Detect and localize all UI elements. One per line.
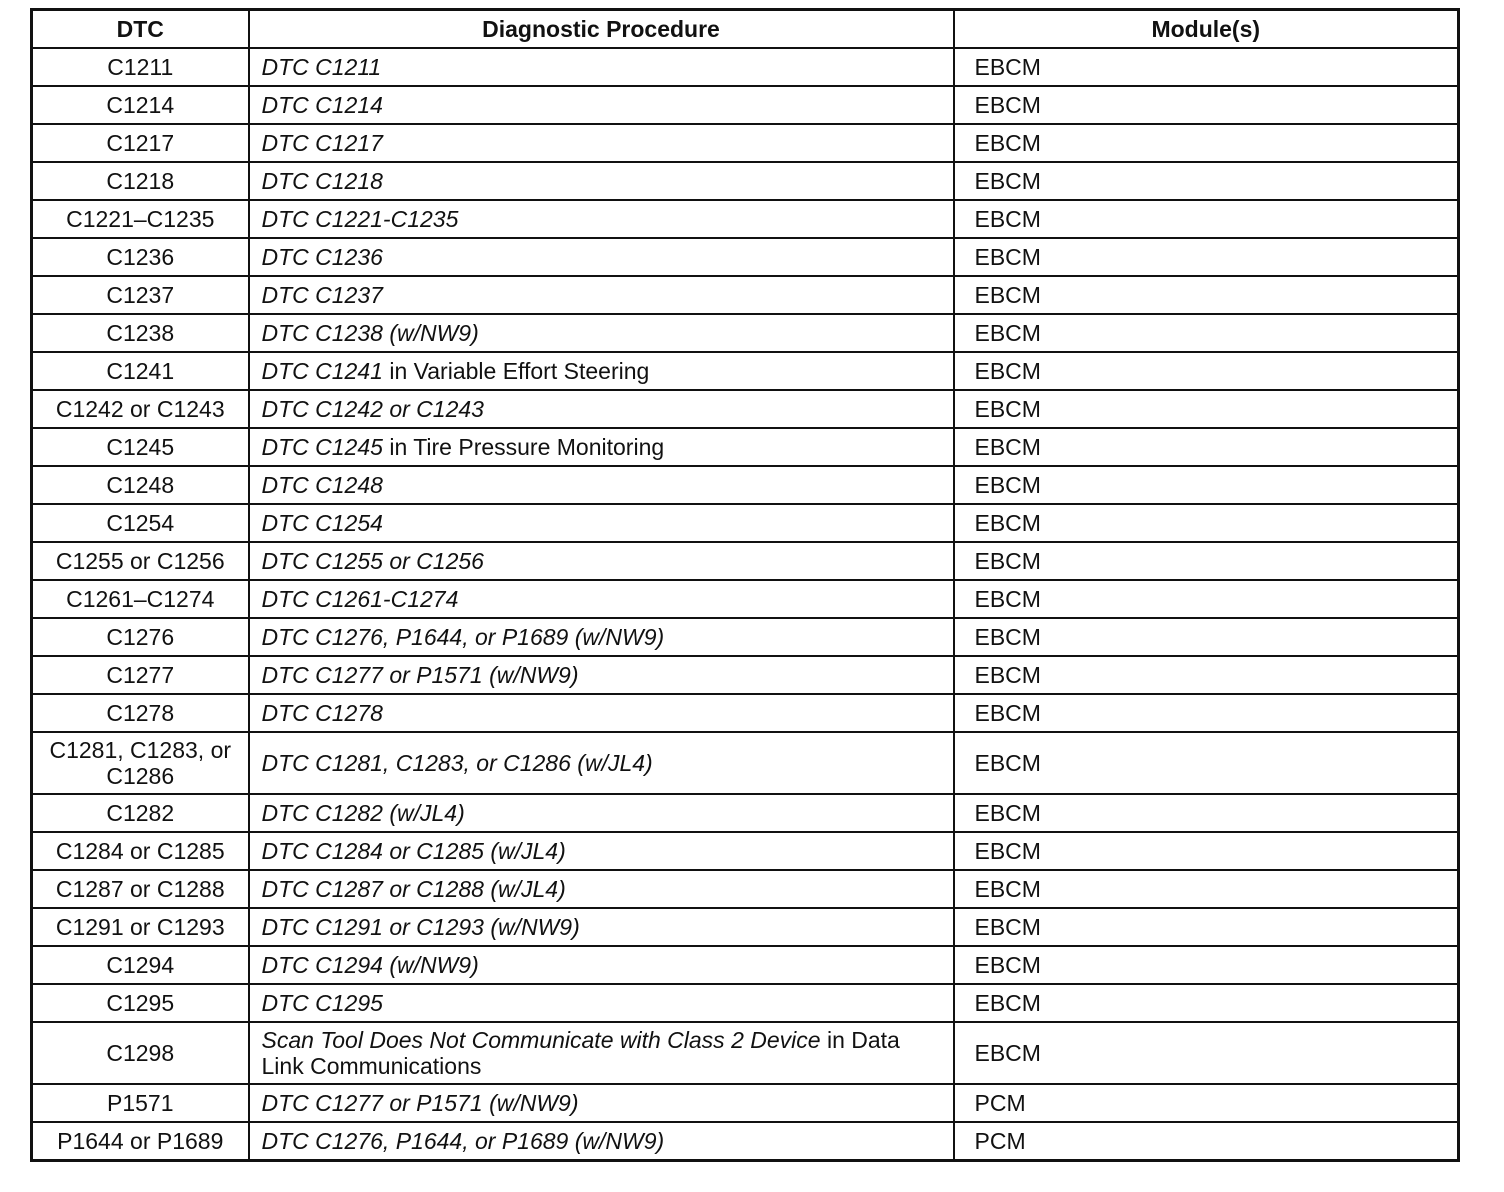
module-cell: EBCM [954,504,1459,542]
module-cell: PCM [954,1122,1459,1161]
dtc-code-cell: C1248 [32,466,249,504]
module-cell: EBCM [954,618,1459,656]
module-cell: EBCM [954,984,1459,1022]
module-cell: EBCM [954,870,1459,908]
diagnostic-procedure-cell [249,162,954,200]
procedure-reference: DTC C1221-C1235 [261,206,459,232]
dtc-code-cell: C1211 [32,48,249,86]
module-cell: EBCM [954,48,1459,86]
diagnostic-procedure-cell [249,504,954,542]
dtc-code-cell: C1221–C1235 [32,200,249,238]
table-row [32,542,1459,580]
procedure-location: in Tire Pressure Monitoring [382,434,665,460]
table-row [32,580,1459,618]
procedure-location: in Variable Effort Steering [382,358,650,384]
dtc-code-cell: C1255 or C1256 [32,542,249,580]
table-header-row [32,10,1459,49]
procedure-reference: DTC C1281, C1283, or C1286 (w/JL4) [261,750,653,776]
module-cell: EBCM [954,946,1459,984]
table-row [32,946,1459,984]
procedure-reference: DTC C1277 or P1571 (w/NW9) [261,1090,579,1116]
dtc-code-cell: C1218 [32,162,249,200]
dtc-code-cell: C1281, C1283, or C1286 [32,732,249,794]
procedure-reference: DTC C1245 [261,434,383,460]
procedure-reference: DTC C1217 [261,130,383,156]
module-cell: EBCM [954,908,1459,946]
table-row [32,238,1459,276]
table-row [32,162,1459,200]
diagnostic-procedure-cell [249,276,954,314]
module-cell: EBCM [954,656,1459,694]
diagnostic-procedure-cell [249,656,954,694]
table-row [32,466,1459,504]
table-row [32,732,1459,794]
module-cell: EBCM [954,1022,1459,1084]
dtc-code-cell: C1291 or C1293 [32,908,249,946]
module-cell: EBCM [954,542,1459,580]
dtc-code-cell: C1241 [32,352,249,390]
table-row [32,908,1459,946]
module-cell: EBCM [954,428,1459,466]
diagnostic-procedure-cell [249,870,954,908]
dtc-code-cell: C1236 [32,238,249,276]
diagnostic-procedure-cell [249,908,954,946]
table-row [32,352,1459,390]
dtc-code-cell: C1294 [32,946,249,984]
procedure-reference: DTC C1276, P1644, or P1689 (w/NW9) [261,624,665,650]
module-cell: EBCM [954,124,1459,162]
table-row [32,48,1459,86]
procedure-reference: DTC C1218 [261,168,383,194]
procedure-reference: DTC C1211 [261,54,382,80]
table-row [32,1084,1459,1122]
module-cell: EBCM [954,352,1459,390]
procedure-reference: DTC C1214 [261,92,383,118]
diagnostic-procedure-cell [249,580,954,618]
procedure-reference: DTC C1294 (w/NW9) [261,952,479,978]
dtc-code-cell: C1254 [32,504,249,542]
module-cell: EBCM [954,580,1459,618]
diagnostic-procedure-cell [249,48,954,86]
procedure-reference: DTC C1276, P1644, or P1689 (w/NW9) [261,1128,665,1154]
table-row [32,428,1459,466]
procedure-reference: DTC C1238 (w/NW9) [261,320,479,346]
dtc-table [30,8,1460,1162]
dtc-code-cell: C1276 [32,618,249,656]
table-row [32,86,1459,124]
dtc-code-cell: C1238 [32,314,249,352]
dtc-code-cell: C1298 [32,1022,249,1084]
diagnostic-procedure-cell [249,200,954,238]
module-cell: EBCM [954,832,1459,870]
procedure-reference: DTC C1287 or C1288 (w/JL4) [261,876,566,902]
diagnostic-procedure-cell [249,794,954,832]
dtc-code-cell: C1242 or C1243 [32,390,249,428]
procedure-reference: DTC C1282 (w/JL4) [261,800,465,826]
procedure-reference: Scan Tool Does Not Communicate with Class 2 Device [261,1027,821,1053]
table-row [32,390,1459,428]
module-cell: EBCM [954,732,1459,794]
table-row [32,124,1459,162]
module-cell: EBCM [954,390,1459,428]
diagnostic-procedure-cell [249,946,954,984]
table-row [32,200,1459,238]
dtc-code-cell: C1295 [32,984,249,1022]
procedure-reference: DTC C1295 [261,990,383,1016]
header-diagnostic-procedure: Diagnostic Procedure [249,10,954,49]
table-row [32,870,1459,908]
table-row [32,656,1459,694]
dtc-code-cell: C1278 [32,694,249,732]
module-cell: EBCM [954,314,1459,352]
module-cell: EBCM [954,794,1459,832]
dtc-code-cell: C1217 [32,124,249,162]
header-modules: Module(s) [954,10,1459,49]
procedure-location: in Data Link Communications [261,1027,900,1079]
dtc-code-cell: P1644 or P1689 [32,1122,249,1161]
table-row [32,276,1459,314]
procedure-reference: DTC C1278 [261,700,383,726]
table-row [32,832,1459,870]
dtc-code-cell: C1237 [32,276,249,314]
dtc-code-cell: C1284 or C1285 [32,832,249,870]
procedure-reference: DTC C1237 [261,282,383,308]
header-dtc: DTC [32,10,249,49]
module-cell: PCM [954,1084,1459,1122]
diagnostic-procedure-cell [249,732,954,794]
diagnostic-procedure-cell [249,314,954,352]
diagnostic-procedure-cell [249,124,954,162]
table-row [32,314,1459,352]
diagnostic-procedure-cell [249,466,954,504]
table-row [32,984,1459,1022]
diagnostic-procedure-cell [249,1022,954,1084]
module-cell: EBCM [954,86,1459,124]
procedure-reference: DTC C1255 or C1256 [261,548,484,574]
module-cell: EBCM [954,694,1459,732]
dtc-code-cell: C1245 [32,428,249,466]
procedure-reference: DTC C1284 or C1285 (w/JL4) [261,838,566,864]
diagnostic-procedure-cell [249,1084,954,1122]
table-row [32,1022,1459,1084]
dtc-code-cell: C1282 [32,794,249,832]
dtc-code-cell: C1277 [32,656,249,694]
module-cell: EBCM [954,276,1459,314]
procedure-reference: DTC C1236 [261,244,383,270]
diagnostic-procedure-cell [249,1122,954,1161]
procedure-reference: DTC C1242 or C1243 [261,396,484,422]
diagnostic-procedure-cell [249,390,954,428]
diagnostic-procedure-cell [249,238,954,276]
diagnostic-procedure-cell [249,542,954,580]
diagnostic-procedure-cell [249,618,954,656]
procedure-reference: DTC C1254 [261,510,383,536]
module-cell: EBCM [954,162,1459,200]
module-cell: EBCM [954,238,1459,276]
table-body [32,48,1459,1161]
table-row [32,1122,1459,1161]
procedure-reference: DTC C1248 [261,472,383,498]
diagnostic-procedure-cell [249,832,954,870]
diagnostic-procedure-cell [249,86,954,124]
module-cell: EBCM [954,466,1459,504]
diagnostic-procedure-cell [249,428,954,466]
table-row [32,504,1459,542]
diagnostic-procedure-cell [249,694,954,732]
table-row [32,794,1459,832]
table-row [32,618,1459,656]
dtc-code-cell: C1261–C1274 [32,580,249,618]
table-row [32,694,1459,732]
dtc-code-cell: P1571 [32,1084,249,1122]
diagnostic-procedure-cell [249,984,954,1022]
dtc-code-cell: C1287 or C1288 [32,870,249,908]
procedure-reference: DTC C1277 or P1571 (w/NW9) [261,662,579,688]
module-cell: EBCM [954,200,1459,238]
dtc-code-cell: C1214 [32,86,249,124]
diagnostic-procedure-cell [249,352,954,390]
procedure-reference: DTC C1261-C1274 [261,586,459,612]
procedure-reference: DTC C1291 or C1293 (w/NW9) [261,914,580,940]
procedure-reference: DTC C1241 [261,358,383,384]
